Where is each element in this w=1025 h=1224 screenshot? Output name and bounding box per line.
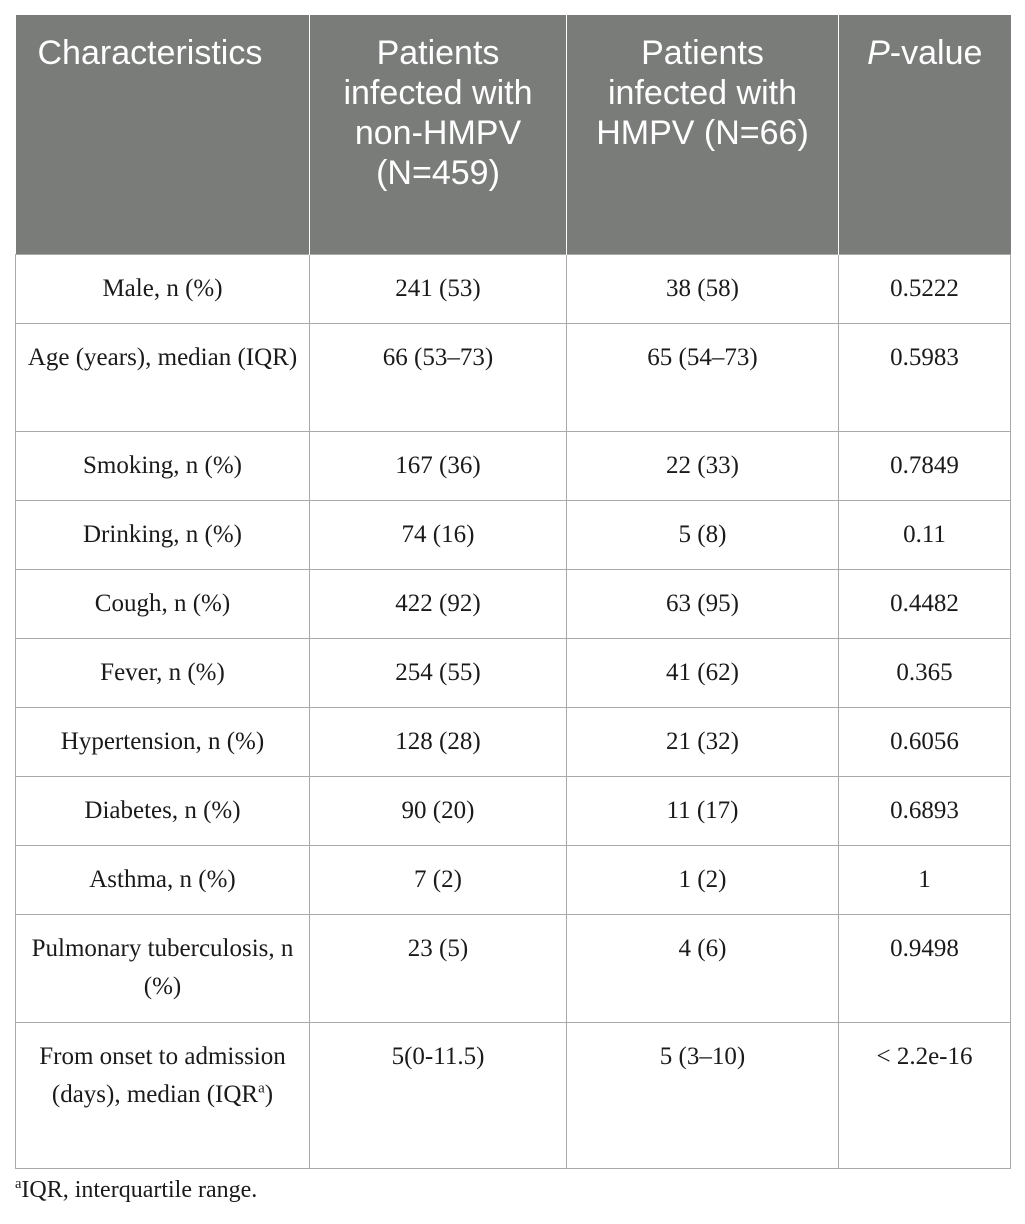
cell-characteristic: Drinking, n (%) (16, 500, 310, 569)
header-p-value (839, 15, 1011, 254)
cell-hmpv: 65 (54–73) (567, 323, 839, 431)
cell-p-value: 0.5222 (839, 254, 1011, 323)
table-row (16, 638, 1011, 707)
table-footnote (15, 1174, 257, 1206)
cell-characteristic: Smoking, n (%) (16, 431, 310, 500)
cell-p-value: < 2.2e-16 (839, 1022, 1011, 1168)
cell-non-hmpv: 167 (36) (310, 431, 567, 500)
footnote-text: IQR, interquartile range. (21, 1177, 258, 1203)
cell-characteristic: Age (years), median (IQR) (16, 323, 310, 431)
table-row (16, 431, 1011, 500)
table-row (16, 500, 1011, 569)
header-row (16, 15, 1011, 254)
table-row (16, 776, 1011, 845)
cell-hmpv: 38 (58) (567, 254, 839, 323)
cell-characteristic: Fever, n (%) (16, 638, 310, 707)
cell-hmpv: 5 (3–10) (567, 1022, 839, 1168)
header-p-rest: -value (889, 34, 983, 72)
cell-non-hmpv: 7 (2) (310, 845, 567, 914)
cell-non-hmpv: 128 (28) (310, 707, 567, 776)
table-row (16, 845, 1011, 914)
cell-hmpv: 22 (33) (567, 431, 839, 500)
cell-characteristic: Asthma, n (%) (16, 845, 310, 914)
cell-hmpv: 4 (6) (567, 914, 839, 1022)
footnote-marker: a (258, 1080, 265, 1097)
cell-characteristic: Pulmonary tuberculosis, n (%) (16, 914, 310, 1022)
header-p-italic: P (867, 34, 890, 72)
table-row (16, 569, 1011, 638)
cell-characteristic: Cough, n (%) (16, 569, 310, 638)
cell-non-hmpv: 422 (92) (310, 569, 567, 638)
cell-characteristic-text: From onset to admission (days), median (IQR (39, 1042, 286, 1108)
footnote-sup: a (15, 1176, 22, 1192)
cell-p-value: 0.9498 (839, 914, 1011, 1022)
cell-hmpv: 5 (8) (567, 500, 839, 569)
cell-characteristic-close: ) (264, 1080, 274, 1108)
cell-p-value: 0.6893 (839, 776, 1011, 845)
cell-p-value: 0.6056 (839, 707, 1011, 776)
cell-non-hmpv: 254 (55) (310, 638, 567, 707)
cell-p-value: 0.4482 (839, 569, 1011, 638)
cell-characteristic: Diabetes, n (%) (16, 776, 310, 845)
cell-non-hmpv: 74 (16) (310, 500, 567, 569)
table-row (16, 323, 1011, 431)
cell-hmpv: 11 (17) (567, 776, 839, 845)
cell-characteristic (16, 1022, 310, 1168)
table-row (16, 707, 1011, 776)
cell-hmpv: 21 (32) (567, 707, 839, 776)
header-hmpv: Patients infected with HMPV (N=66) (567, 15, 839, 254)
cell-hmpv: 1 (2) (567, 845, 839, 914)
characteristics-table (15, 15, 1011, 1169)
cell-p-value: 1 (839, 845, 1011, 914)
cell-p-value: 0.11 (839, 500, 1011, 569)
cell-hmpv: 41 (62) (567, 638, 839, 707)
cell-non-hmpv: 5(0-11.5) (310, 1022, 567, 1168)
cell-non-hmpv: 241 (53) (310, 254, 567, 323)
table-row (16, 254, 1011, 323)
cell-p-value: 0.365 (839, 638, 1011, 707)
header-non-hmpv: Patients infected with non-HMPV (N=459) (310, 15, 567, 254)
cell-characteristic: Hypertension, n (%) (16, 707, 310, 776)
cell-hmpv: 63 (95) (567, 569, 839, 638)
cell-non-hmpv: 66 (53–73) (310, 323, 567, 431)
cell-characteristic: Male, n (%) (16, 254, 310, 323)
cell-p-value: 0.5983 (839, 323, 1011, 431)
table-row (16, 914, 1011, 1022)
table-row (16, 1022, 1011, 1168)
cell-non-hmpv: 23 (5) (310, 914, 567, 1022)
cell-non-hmpv: 90 (20) (310, 776, 567, 845)
cell-p-value: 0.7849 (839, 431, 1011, 500)
header-characteristics: Characteristics (16, 15, 310, 254)
